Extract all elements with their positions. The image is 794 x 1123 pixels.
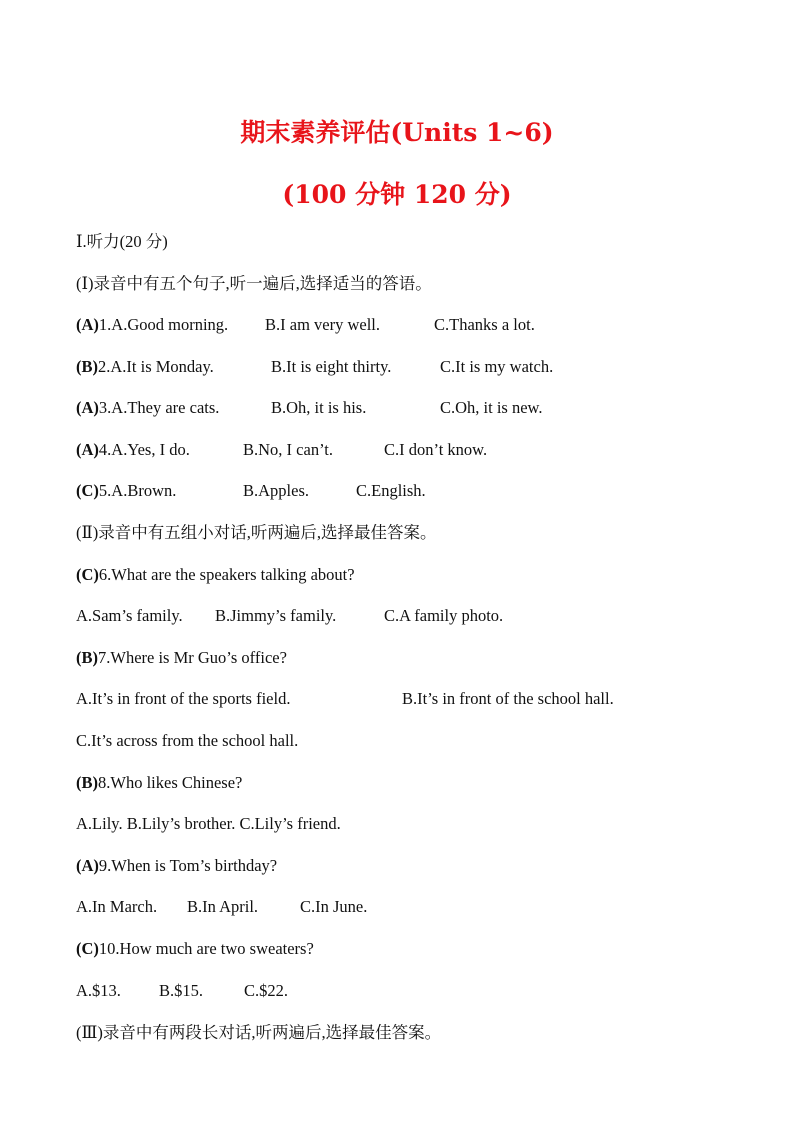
question-9-stem xyxy=(76,856,277,876)
option-7a: A.It’s in front of the sports field. xyxy=(76,689,291,708)
question-9-text: 9.When is Tom’s birthday? xyxy=(98,856,278,875)
option-4c: C.I don’t know. xyxy=(384,440,488,459)
page-subtitle: (100 分钟 120 分) xyxy=(282,180,512,209)
option-3b: B.Oh, it is his. xyxy=(271,398,367,417)
answer-1: (A) xyxy=(76,315,99,334)
option-10c: C.$22. xyxy=(244,981,289,1000)
answer-6: (C) xyxy=(76,565,99,584)
question-8-text: 8.Who likes Chinese? xyxy=(98,773,243,792)
option-4b: B.No, I can’t. xyxy=(243,440,333,459)
question-9-options xyxy=(76,897,368,917)
option-2a: 2.A.It is Monday. xyxy=(98,357,214,376)
option-1c: C.Thanks a lot. xyxy=(434,315,535,334)
answer-7: (B) xyxy=(76,648,98,667)
question-7-options xyxy=(76,689,614,709)
question-2 xyxy=(76,357,554,377)
question-7-text: 7.Where is Mr Guo’s office? xyxy=(98,648,287,667)
answer-3: (A) xyxy=(76,398,99,417)
option-3a: 3.A.They are cats. xyxy=(98,398,220,417)
option-9b: B.In April. xyxy=(187,897,259,916)
option-4a: 4.A.Yes, I do. xyxy=(98,440,190,459)
option-1a: 1.A.Good morning. xyxy=(98,315,229,334)
question-1 xyxy=(76,315,535,335)
option-7b: B.It’s in front of the school hall. xyxy=(402,689,614,708)
question-8-stem xyxy=(76,773,242,793)
option-2b: B.It is eight thirty. xyxy=(271,357,392,376)
option-6a: A.Sam’s family. xyxy=(76,606,183,625)
part3-instruction: (Ⅲ)录音中有两段长对话,听两遍后,选择最佳答案。 xyxy=(76,1023,442,1042)
question-10-stem xyxy=(76,939,314,959)
option-5c: C.English. xyxy=(356,481,426,500)
answer-8: (B) xyxy=(76,773,98,792)
question-10-options xyxy=(76,981,289,1001)
part2-instruction: (Ⅱ)录音中有五组小对话,听两遍后,选择最佳答案。 xyxy=(76,523,437,542)
question-5 xyxy=(76,481,426,501)
option-10b: B.$15. xyxy=(159,981,204,1000)
option-9a: A.In March. xyxy=(76,897,158,916)
answer-5: (C) xyxy=(76,481,99,500)
part1-instruction: (Ⅰ)录音中有五个句子,听一遍后,选择适当的答语。 xyxy=(76,274,432,293)
option-1b: B.I am very well. xyxy=(265,315,381,334)
option-3c: C.Oh, it is new. xyxy=(440,398,543,417)
question-6-stem xyxy=(76,565,355,585)
option-5a: 5.A.Brown. xyxy=(98,481,177,500)
question-4 xyxy=(76,440,488,460)
option-6b: B.Jimmy’s family. xyxy=(215,606,337,625)
answer-4: (A) xyxy=(76,440,99,459)
section-heading-listening: Ⅰ.听力(20 分) xyxy=(76,232,168,251)
question-6-text: 6.What are the speakers talking about? xyxy=(98,565,355,584)
page-title: 期末素养评估(Units 1~6) xyxy=(240,118,554,147)
question-7-stem xyxy=(76,648,287,668)
question-3 xyxy=(76,398,543,418)
question-8-options: A.Lily. B.Lily’s brother. C.Lily’s friend. xyxy=(76,814,341,833)
option-5b: B.Apples. xyxy=(243,481,309,500)
answer-2: (B) xyxy=(76,357,98,376)
answer-9: (A) xyxy=(76,856,99,875)
question-10-text: 10.How much are two sweaters? xyxy=(98,939,314,958)
question-7-option-c: C.It’s across from the school hall. xyxy=(76,731,299,750)
answer-10: (C) xyxy=(76,939,99,958)
question-6-options xyxy=(76,606,504,626)
option-2c: C.It is my watch. xyxy=(440,357,554,376)
option-10a: A.$13. xyxy=(76,981,121,1000)
option-6c: C.A family photo. xyxy=(384,606,504,625)
option-9c: C.In June. xyxy=(300,897,368,916)
